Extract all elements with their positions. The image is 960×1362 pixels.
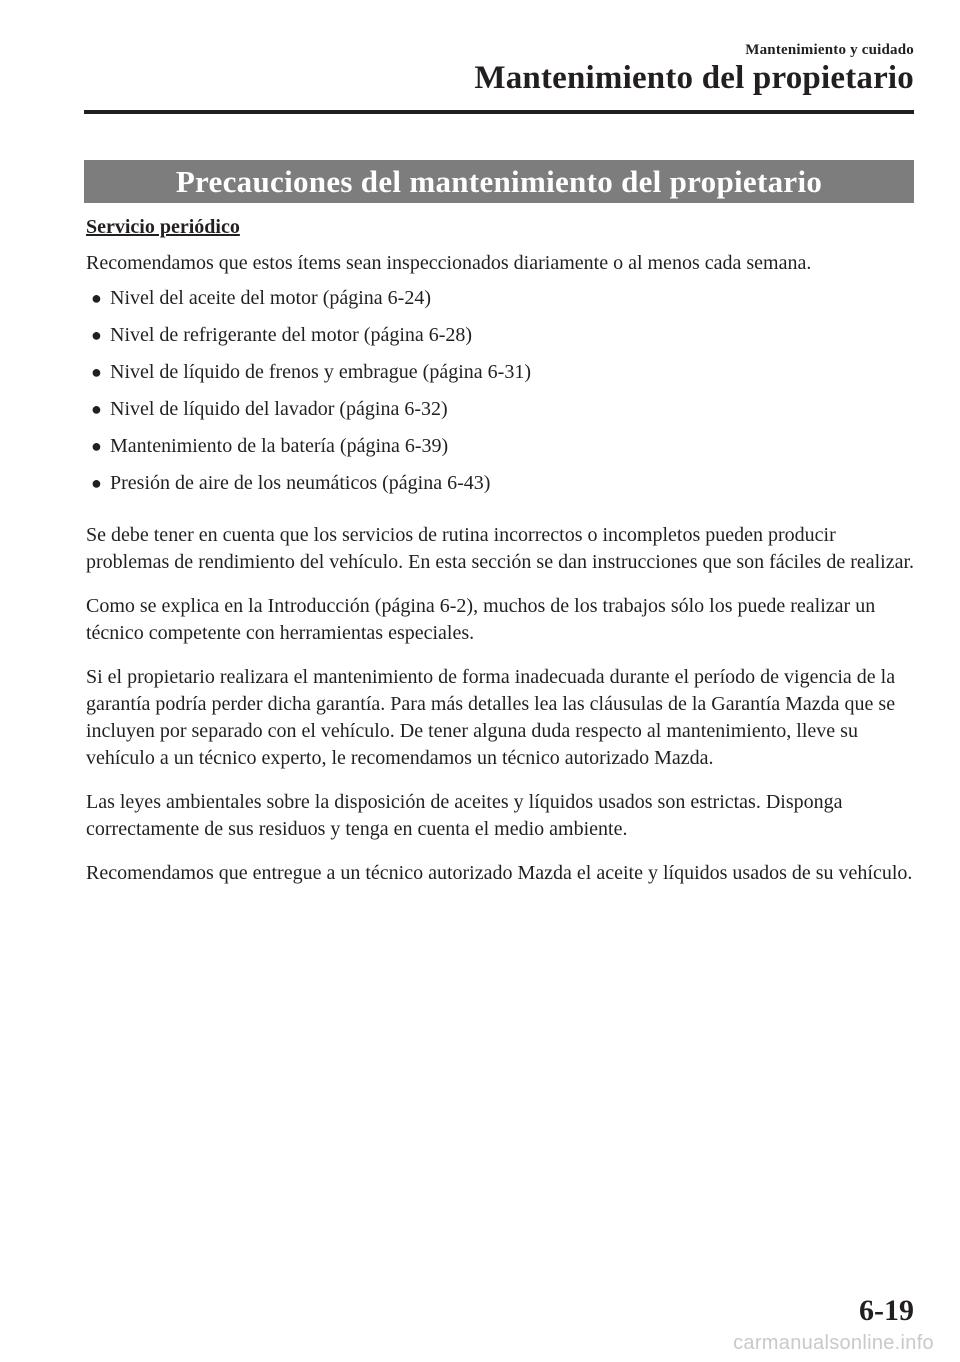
list-item <box>86 396 916 433</box>
bullet-icon: ● <box>91 436 102 456</box>
bullet-icon: ● <box>91 325 102 345</box>
running-header-chapter: Mantenimiento y cuidado <box>745 42 914 58</box>
list-item-text: Nivel de líquido del lavador (página 6-32) <box>110 398 448 420</box>
bullet-icon: ● <box>91 399 102 419</box>
page-number: 6-19 <box>859 1294 914 1327</box>
paragraph-introduction-reference: Como se explica en la Introducción (página 6-2), muchos de los trabajos sólo los puede realizar un técnico competente con herramientas especiales. <box>86 595 876 644</box>
paragraph-routine-service: Se debe tener en cuenta que los servicios de rutina incorrectos o incompletos pueden producir problemas de rendimiento del vehículo. En esta sección se dan instrucciones que son fáciles de realizar. <box>86 524 915 573</box>
paragraph-environment: Las leyes ambientales sobre la disposición de aceites y líquidos usados son estrictas. Disponga correctamente de sus residuos y tenga en cuenta el medio ambiente. <box>86 791 843 840</box>
list-item-text: Nivel del aceite del motor (página 6-24) <box>110 287 431 309</box>
bullet-icon: ● <box>91 473 102 493</box>
intro-paragraph: Recomendamos que estos ítems sean inspeccionados diariamente o al menos cada semana. <box>86 252 812 274</box>
subheading: Servicio periódico <box>86 216 240 238</box>
list-item <box>86 285 916 322</box>
bullet-icon: ● <box>91 362 102 382</box>
bullet-icon: ● <box>91 288 102 308</box>
list-item-text: Nivel de refrigerante del motor (página 6-28) <box>110 324 473 346</box>
watermark: carmanualsonline.info <box>733 1332 934 1354</box>
paragraph-warranty: Si el propietario realizara el mantenimiento de forma inadecuada durante el período de vigencia de la garantía podría perder dicha garantía. Para más detalles lea las cláusulas de la Garantía Mazda que se incluyen por separado con el vehículo. De tener alguna duda respecto al mantenimiento, lleve su vehículo a un técnico experto, le recomendamos un técnico autorizado Mazda. <box>86 666 896 769</box>
list-item <box>86 433 916 470</box>
section-title-banner: Precauciones del mantenimiento del propietario <box>84 160 914 203</box>
list-item <box>86 359 916 396</box>
list-item-text: Mantenimiento de la batería (página 6-39) <box>110 435 449 457</box>
header-rule <box>84 110 914 114</box>
paragraph-used-fluids: Recomendamos que entregue a un técnico autorizado Mazda el aceite y líquidos usados de su vehículo. <box>86 862 913 884</box>
list-item <box>86 470 916 507</box>
inspection-list <box>86 285 916 507</box>
running-header-title: Mantenimiento del propietario <box>474 60 914 96</box>
list-item <box>86 322 916 359</box>
section-content <box>86 214 916 904</box>
list-item-text: Presión de aire de los neumáticos (página 6-43) <box>110 472 491 494</box>
list-item-text: Nivel de líquido de frenos y embrague (página 6-31) <box>110 361 531 383</box>
